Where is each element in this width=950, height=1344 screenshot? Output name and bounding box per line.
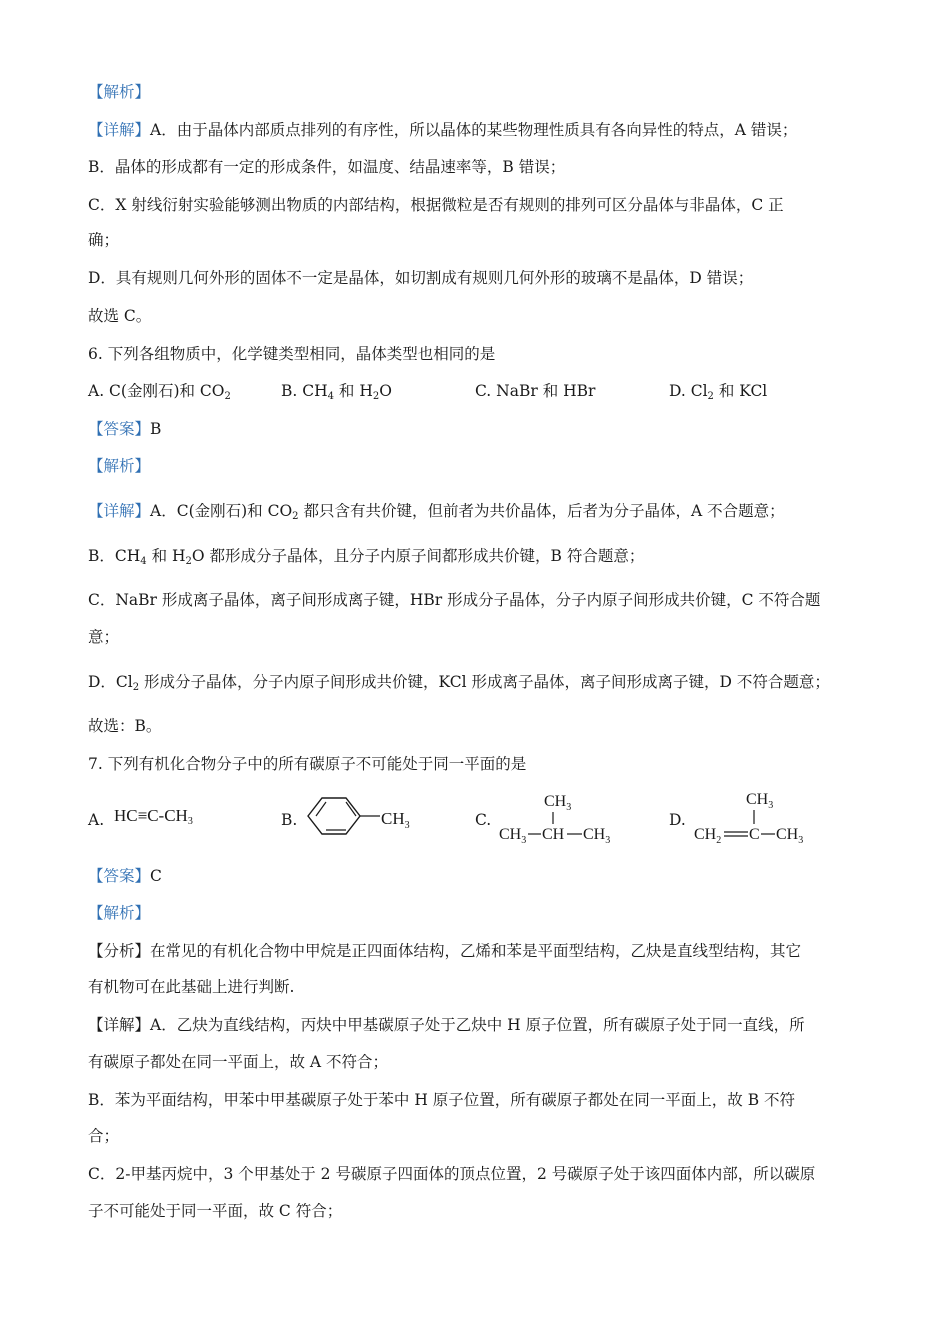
q5-detail-a-text: A．由于晶体内部质点排列的有序性，所以晶体的某些物理性质具有各向异性的特点，A 错误； — [150, 121, 798, 139]
detail-tag: 【详解】 — [88, 502, 151, 520]
q6-option-a: A. C(金刚石)和 $CO_2$ — [88, 382, 231, 402]
svg-text:CH3: $CH_3$ — [583, 826, 611, 846]
q7-option-b-label: B. — [281, 811, 298, 829]
q7-option-c-label: C. — [475, 811, 492, 829]
q5-detail-c1: C．X 射线衍射实验能够测出物质的内部结构，根据微粒是否有规则的排列可区分晶体与非晶体，C 正 — [88, 196, 784, 214]
q7-detail-c2: 子不可能处于同一平面，故 C 符合； — [88, 1202, 343, 1220]
q6-detail-c2: 意； — [88, 628, 120, 646]
q6-detail-d: D．$Cl_2$ 形成分子晶体，分子内原子间形成共价键，KCl 形成离子晶体，离子间形成离子键，D 不符合题意； — [88, 673, 830, 693]
svg-text:CH3: $CH_3$ — [746, 791, 774, 811]
q6-answer-value: B — [150, 420, 162, 438]
detail-tag: 【详解】 — [88, 1016, 151, 1034]
q7-option-a-label: A. — [88, 811, 105, 829]
q7-option-d-label: D. — [669, 811, 686, 829]
q6-conclusion: 故选：B。 — [88, 717, 162, 735]
svg-text:CH2: $CH_2$ — [694, 826, 722, 846]
q6-option-b: B. $CH_4$ 和 $H_2O$ — [281, 382, 392, 402]
detail-tag: 【详解】 — [88, 121, 151, 139]
analysis-tag: 【解析】 — [88, 457, 151, 475]
svg-text:CH3: $CH_3$ — [499, 826, 527, 846]
q5-detail-d: D．具有规则几何外形的固体不一定是晶体，如切割成有规则几何外形的玻璃不是晶体，D 错误； — [88, 269, 754, 287]
q7-fenxi-1: 【分析】在常见的有机化合物中甲烷是正四面体结构，乙烯和苯是平面型结构，乙炔是直线型结构，其它 — [88, 942, 802, 960]
q7-option-a-formula: $HC\equiv C-CH_3$ — [114, 806, 193, 827]
toluene-methyl: $CH_3$ — [381, 809, 410, 831]
fenxi-tag: 【分析】 — [88, 942, 151, 960]
q6-stem: 6. 下列各组物质中，化学键类型相同，晶体类型也相同的是 — [88, 345, 496, 363]
q5-detail-c2: 确； — [88, 231, 120, 249]
q5-detail-b: B．晶体的形成都有一定的形成条件，如温度、结晶速率等，B 错误； — [88, 158, 566, 176]
svg-text:CH3: $CH_3$ — [776, 826, 804, 846]
q7-answer-value: C — [150, 867, 162, 885]
toluene-structure — [300, 792, 430, 844]
q7-detail-b2: 合； — [88, 1127, 120, 1145]
q6-option-d: D. $Cl_2$ 和 KCl — [669, 382, 768, 402]
q5-conclusion: 故选 C。 — [88, 307, 152, 325]
q7-detail-a1: 【详解】A．乙炔为直线结构，丙炔中甲基碳原子处于乙炔中 H 原子位置，所有碳原子处于同一直线，所 — [88, 1016, 805, 1034]
q7-detail-b1: B．苯为平面结构，甲苯中甲基碳原子处于苯中 H 原子位置，所有碳原子都处在同一平面上，故 B 不符 — [88, 1091, 796, 1109]
q6-detail-c1: C．NaBr 形成离子晶体，离子间形成离子键，HBr 形成分子晶体，分子内原子间形成共价键，C 不符合题 — [88, 591, 821, 609]
q7-detail-a2: 有碳原子都处在同一平面上，故 A 不符合； — [88, 1053, 389, 1071]
svg-text:CH3: $CH_3$ — [544, 793, 572, 813]
analysis-tag: 【解析】 — [88, 904, 151, 922]
isobutane-structure — [495, 788, 630, 846]
answer-tag: 【答案】 — [88, 420, 151, 438]
isobutene-structure — [690, 786, 825, 846]
q6-answer — [88, 419, 161, 439]
q7-answer — [88, 866, 162, 886]
q6-detail-b: B．$CH_4$ 和 $H_2O$ 都形成分子晶体，且分子内原子间都形成共价键，B 符合题意； — [88, 547, 645, 567]
q6-detail-a: 【详解】A．C(金刚石)和 $CO_2$ 都只含有共价键，但前者为共价晶体，后者为分子晶体，A 不合题意； — [88, 502, 785, 522]
q7-fenxi-2: 有机物可在此基础上进行判断. — [88, 978, 295, 996]
q6-option-c: C. NaBr 和 HBr — [475, 382, 596, 400]
q5-detail-a — [88, 120, 797, 140]
analysis-tag: 【解析】 — [88, 83, 151, 101]
q7-stem: 7. 下列有机化合物分子中的所有碳原子不可能处于同一平面的是 — [88, 755, 527, 773]
answer-tag: 【答案】 — [88, 867, 151, 885]
svg-text:CH: CH — [542, 826, 565, 843]
q7-detail-c1: C．2-甲基丙烷中，3 个甲基处于 2 号碳原子四面体的顶点位置，2 号碳原子处于该四面体内部，所以碳原 — [88, 1165, 816, 1183]
svg-text:C: C — [749, 826, 760, 843]
